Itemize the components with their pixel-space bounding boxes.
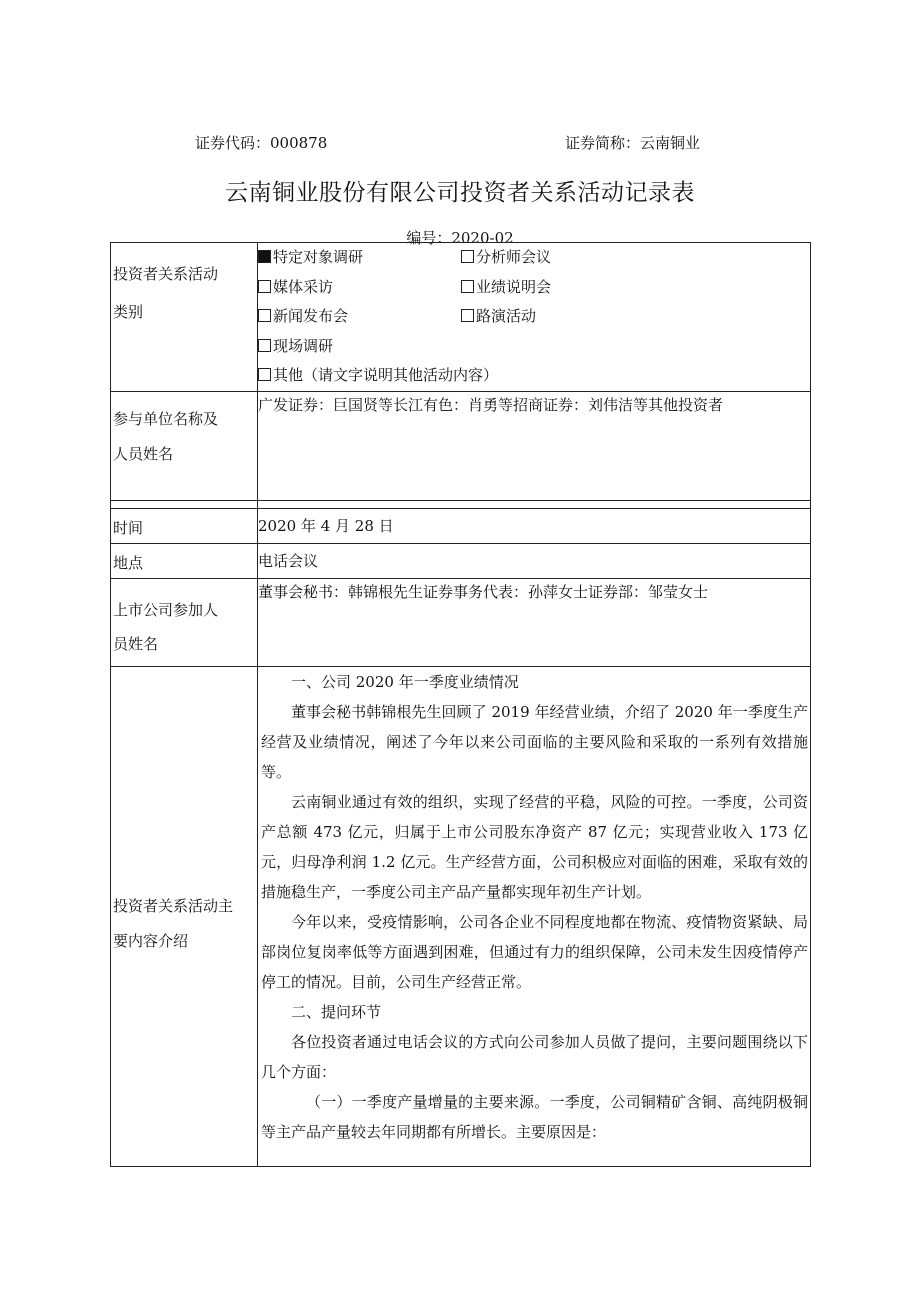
activity-option [258,361,661,391]
company-staff-value [258,578,811,666]
activity-option [461,243,661,273]
activity-option-label: 路演活动 [476,307,537,325]
activity-option [258,243,461,273]
activity-option-label: 分析师会议 [476,248,552,266]
stock-code: 证券代码：000878 [195,134,328,152]
participants-text: 广发证券：巨国贤等长江有色：肖勇等招商证券：刘伟洁等其他投资者 [258,395,724,414]
content-paragraph: 董事会秘书韩锦根先生回顾了 2019 年经营业绩，介绍了 2020 年一季度生产经营及业绩情况，阐述了今年以来公司面临的主要风险和采取的一系列有效措施等。 [261,702,808,781]
label-line: 时间 [113,518,144,537]
checkbox-empty-icon [258,280,271,293]
activity-option [258,273,461,303]
activity-option-label: 现场调研 [273,336,334,355]
document-title: 云南铜业股份有限公司投资者关系活动记录表 [225,180,695,206]
content-paragraph: 二、提问环节 [291,1002,382,1021]
activity-option [258,332,661,362]
label-location [111,543,258,578]
label-line: 人员姓名 [113,444,174,463]
activity-option-label: 其他（请文字说明其他活动内容） [273,366,499,384]
checkbox-empty-icon [461,250,474,263]
label-line: 投资者关系活动主 [113,896,234,915]
location-value [258,543,811,578]
label-line: 参与单位名称及 [113,409,219,428]
row-spacer [111,500,811,508]
label-line: 投资者关系活动 [113,265,219,283]
participants-value [258,391,811,500]
content-paragraph: 各位投资者通过电话会议的方式向公司参加人员做了提问，主要问题围绕以下几个方面： [261,1032,808,1081]
stock-name: 证券简称：云南铜业 [565,134,701,152]
spacer-cell [258,500,811,508]
activity-option [461,302,661,332]
row-participants [111,391,811,500]
label-line: 员姓名 [113,634,159,653]
activity-options [258,243,811,392]
activity-option [461,273,661,303]
label-content [111,666,258,1166]
checkbox-empty-icon [461,309,474,322]
company-staff-text: 董事会秘书：韩锦根先生证券事务代表：孙萍女士证券部：邹莹女士 [258,582,709,601]
content-paragraph: 一、公司 2020 年一季度业绩情况 [291,672,519,691]
row-time [111,508,811,543]
spacer-cell [111,500,258,508]
row-activity-type [111,243,811,392]
label-time [111,508,258,543]
content-body [258,666,811,1166]
checkbox-empty-icon [258,309,271,322]
row-content [111,666,811,1166]
activity-option-label: 新闻发布会 [273,307,349,325]
label-line: 地点 [113,553,144,572]
label-line: 类别 [113,303,144,321]
label-activity-type [111,243,258,392]
location-text: 电话会议 [258,551,319,570]
option-grid [258,243,810,391]
document-number: 编号：2020-02 [406,229,514,247]
activity-option [258,302,461,332]
content-paragraph: 云南铜业通过有效的组织，实现了经营的平稳，风险的可控。一季度，公司资产总额 473 亿元，归属于上市公司股东净资产 87 亿元；实现营业收入 173 亿元，归母净利润 1.2 亿元。生产经营方面，公司积极应对面临的困难，采取有效的措施稳生产，一季度公司主产品产量都实现年初生产计划。 [261,792,808,901]
record-table [110,242,811,1167]
content-paragraph: （一）一季度产量增量的主要来源。一季度，公司铜精矿含铜、高纯阴极铜等主产品产量较去年同期都有所增长。主要原因是： [261,1092,808,1141]
activity-option-label: 业绩说明会 [476,277,552,296]
checkbox-empty-icon [461,280,474,293]
label-company-staff [111,578,258,666]
checkbox-empty-icon [258,368,271,381]
checkbox-empty-icon [258,339,271,352]
header-row [0,132,920,154]
time-value [258,508,811,543]
content-paragraph: 今年以来，受疫情影响，公司各企业不同程度地都在物流、疫情物资紧缺、局部岗位复岗率低等方面遇到困难，但通过有力的组织保障，公司未发生因疫情停产停工的情况。目前，公司生产经营正常。 [261,912,808,991]
row-location [111,543,811,578]
activity-option-label: 特定对象调研 [273,248,364,266]
label-line: 要内容介绍 [113,931,189,950]
label-participants [111,391,258,500]
time-text: 2020 年 4 月 28 日 [258,516,394,535]
label-line: 上市公司参加人 [113,600,219,619]
checkbox-checked-icon [258,250,271,263]
activity-option-label: 媒体采访 [273,277,334,296]
row-company-staff [111,578,811,666]
